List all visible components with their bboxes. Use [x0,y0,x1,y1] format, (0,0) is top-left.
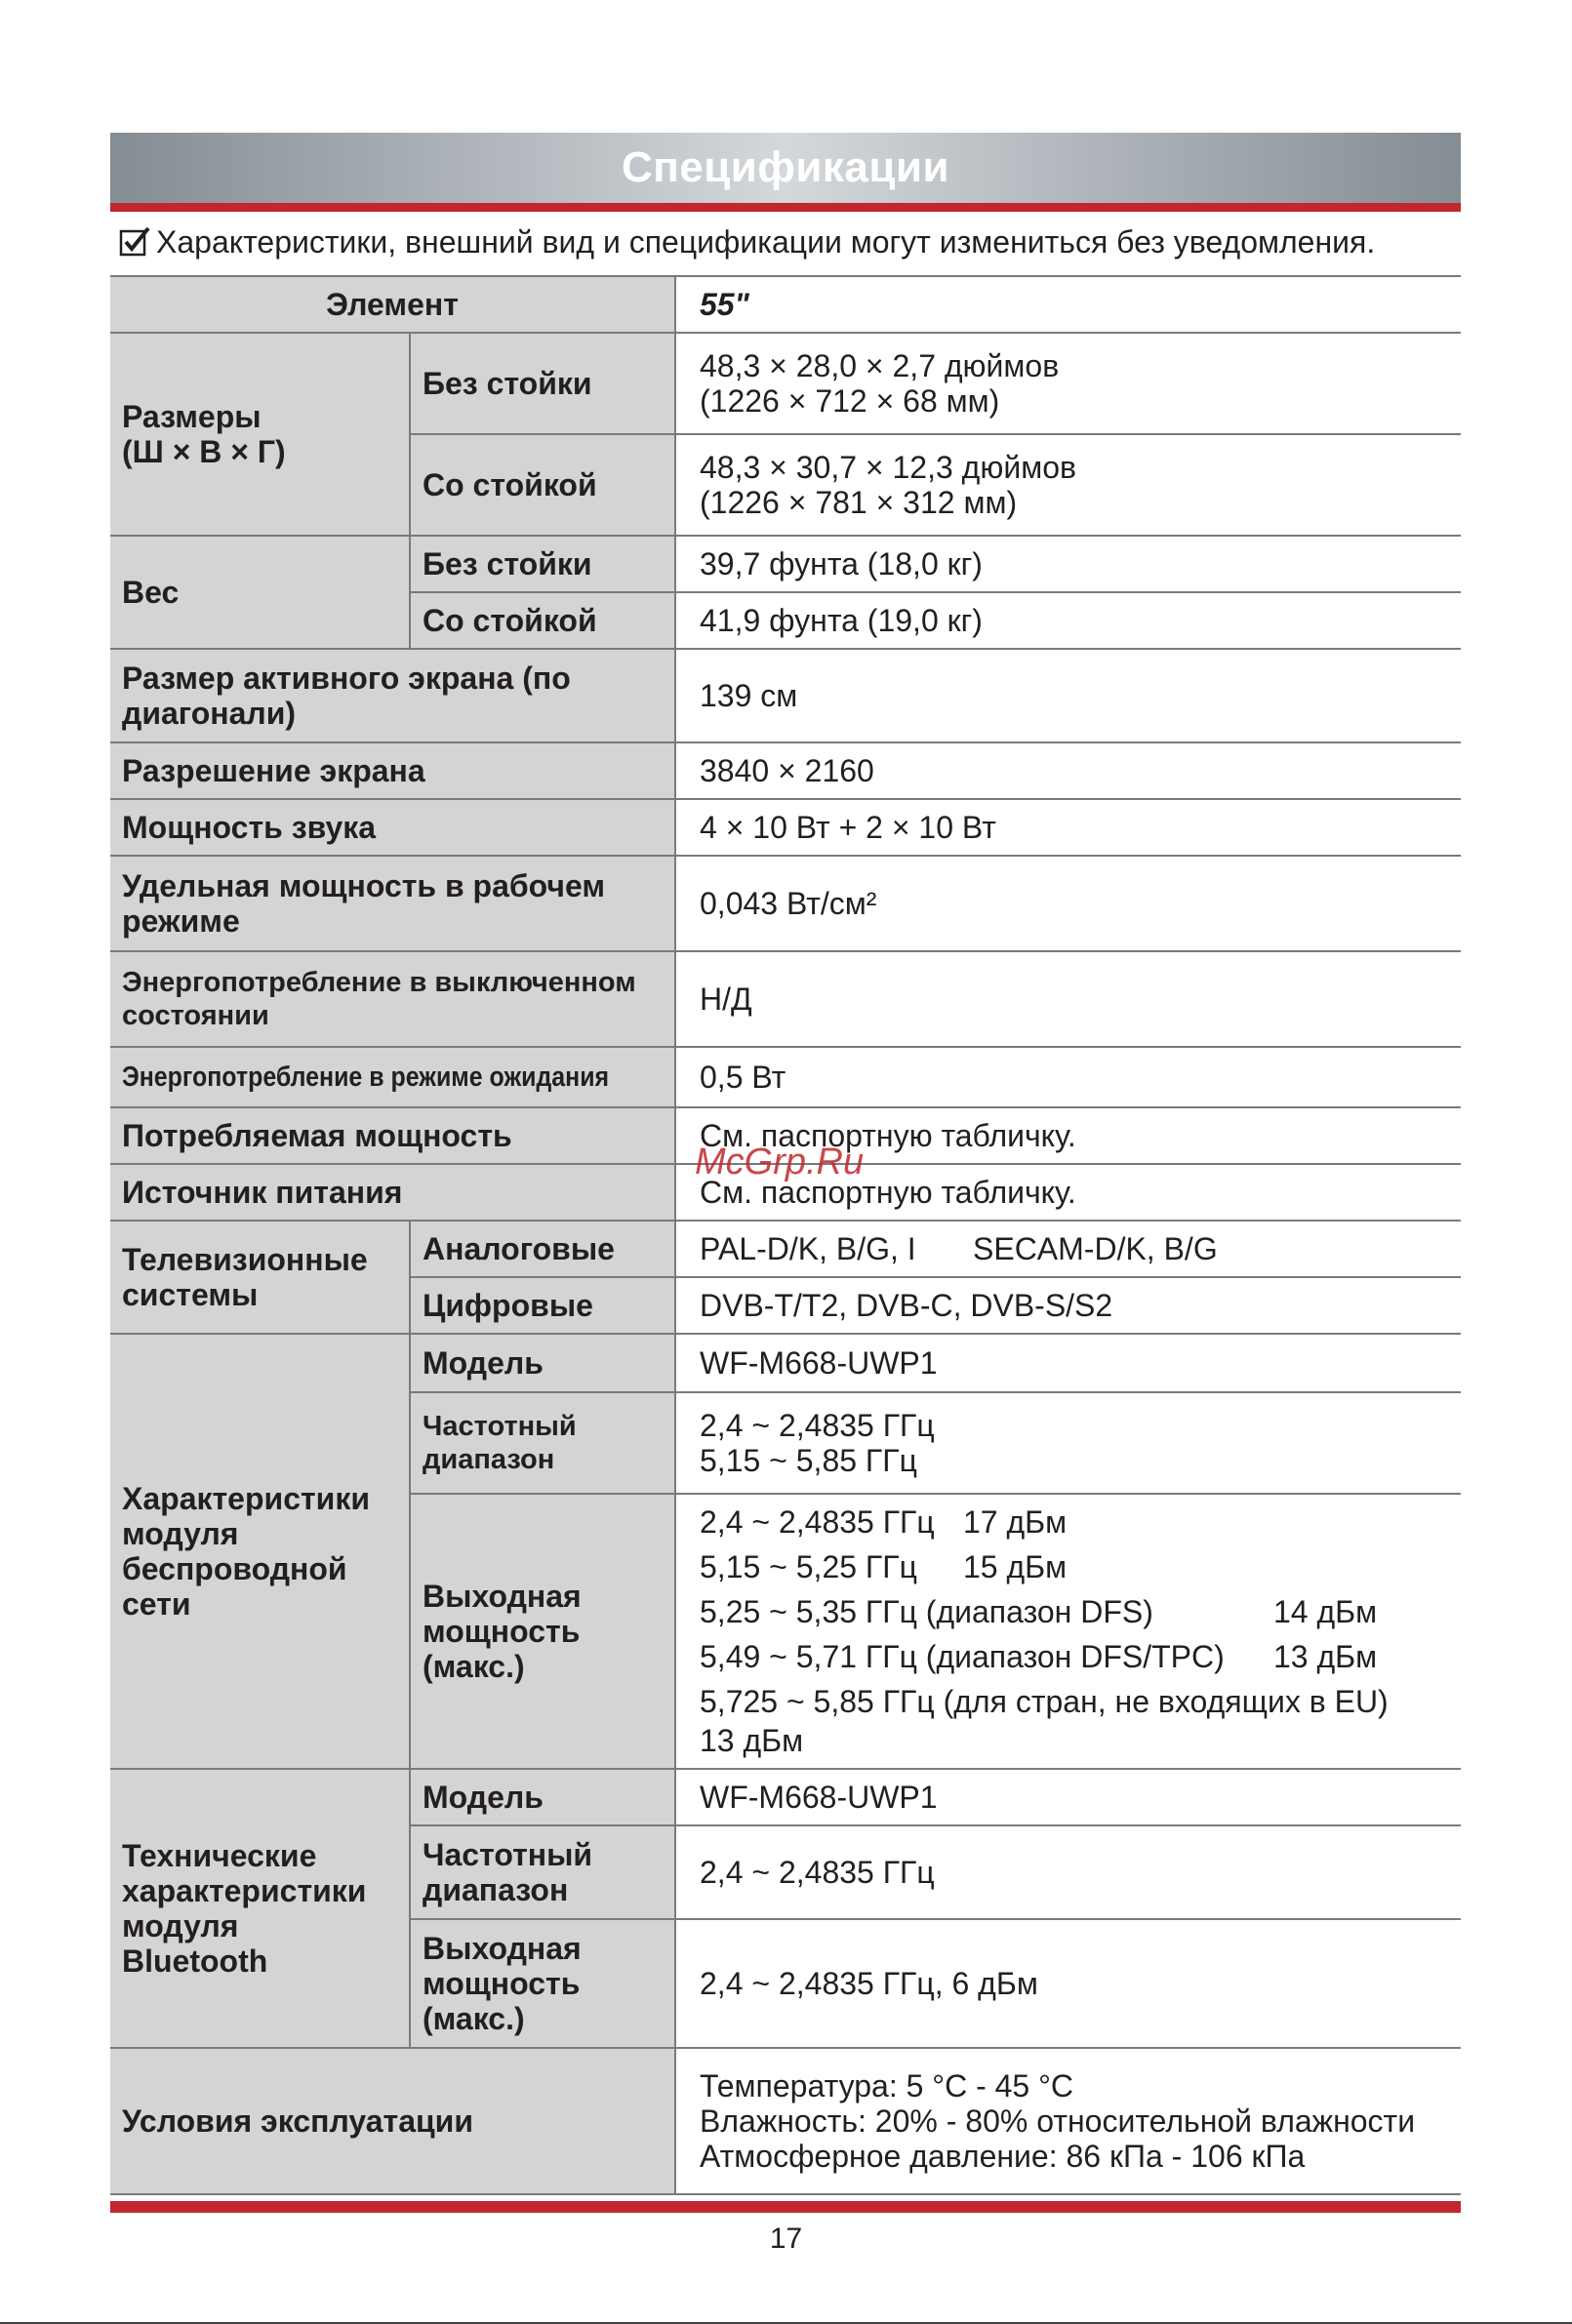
standby-power-label-text: Энергопотребление в режиме ожидания [122,1062,610,1093]
power-source-label: Источник питания [110,1164,675,1221]
bluetooth-label-line3: модуля [122,1908,239,1943]
tv-digital-label: Цифровые [410,1277,675,1334]
tv-analog-value [675,1221,1461,1277]
dimensions-label [110,333,410,536]
page-title: Спецификации [621,143,950,191]
wireless-output-line [700,1500,1449,1544]
wireless-output-label-line1: Выходная [423,1579,582,1614]
wireless-freq-label-line1: Частотный [423,1411,577,1442]
specific-power-value: 0,043 Вт/см² [675,856,1461,951]
footer-divider [110,2201,1461,2213]
operating-conditions-value [675,2048,1461,2194]
wireless-output-power: 14 дБм [1273,1594,1378,1629]
bluetooth-model-label: Модель [410,1769,675,1825]
bluetooth-output-label-line2: мощность [423,1966,581,2001]
table-row [110,742,1461,799]
tv-systems-label-line2: системы [122,1277,259,1312]
bluetooth-output-value: 2,4 ~ 2,4835 ГГц, 6 дБм [675,1919,1461,2048]
table-row [110,2048,1461,2194]
tv-digital-value: DVB-T/T2, DVB-C, DVB-S/S2 [675,1277,1461,1334]
checkbox-note-icon [119,225,152,259]
dimensions-without-stand-line2: (1226 × 712 × 68 мм) [700,383,1000,419]
operating-conditions-label: Условия эксплуатации [110,2048,675,2194]
table-row [110,951,1461,1047]
dimensions-without-stand-label: Без стойки [410,333,675,434]
dimensions-with-stand-line1: 48,3 × 30,7 × 12,3 дюймов [700,450,1077,485]
title-divider [110,203,1461,212]
table-header-row [110,276,1461,333]
resolution-value: 3840 × 2160 [675,742,1461,799]
weight-label: Вес [110,536,410,649]
power-source-value: См. паспортную табличку. [675,1164,1461,1221]
page-number: 17 [769,2223,803,2255]
wireless-output-label-line2: мощность [423,1614,581,1649]
bluetooth-freq-value: 2,4 ~ 2,4835 ГГц [675,1825,1461,1919]
wireless-label-line4: сети [122,1586,191,1622]
consumption-label: Потребляемая мощность [110,1107,675,1164]
weight-without-stand-label: Без стойки [410,536,675,592]
wireless-output-range: 5,15 ~ 5,25 ГГц [700,1549,917,1584]
dimensions-with-stand-line2: (1226 × 781 × 312 мм) [700,485,1018,520]
off-power-label: Энергопотребление в выключенном состоянии [110,951,675,1047]
wireless-output-line [700,1589,1449,1634]
operating-humidity: Влажность: 20% - 80% относительной влажности [700,2104,1416,2139]
wireless-output-last-line2: 13 дБм [700,1723,804,1758]
table-row [110,649,1461,742]
header-model-size: 55" [675,276,1461,333]
bluetooth-freq-label [410,1825,675,1919]
wireless-output-power: 17 дБм [963,1504,1068,1540]
wireless-output-line [700,1634,1449,1679]
wireless-output-last-line1: 5,725 ~ 5,85 ГГц (для стран, не входящих в EU) [700,1684,1389,1719]
wireless-output-range: 5,49 ~ 5,71 ГГц (диапазон DFS/TPC) [700,1639,1225,1674]
wireless-output-range: 5,25 ~ 5,35 ГГц (диапазон DFS) [700,1594,1153,1629]
operating-pressure: Атмосферное давление: 86 кПа - 106 кПа [700,2139,1306,2174]
wireless-label-line2: модуля [122,1516,239,1551]
consumption-value: См. паспортную табличку. [675,1107,1461,1164]
wireless-freq-label [410,1392,675,1494]
tv-systems-label-line1: Телевизионные [122,1242,368,1277]
wireless-label-line3: беспроводной [122,1551,347,1586]
bluetooth-model-value: WF-M668-UWP1 [675,1769,1461,1825]
weight-with-stand-label: Со стойкой [410,592,675,649]
wireless-label [110,1334,410,1769]
off-power-value: Н/Д [675,951,1461,1047]
wireless-freq-line2: 5,15 ~ 5,85 ГГц [700,1443,917,1478]
wireless-model-label: Модель [410,1334,675,1392]
wireless-output-label-line3: (макс.) [423,1649,525,1684]
active-screen-value: 139 см [675,649,1461,742]
table-row [110,333,1461,434]
table-row [110,1769,1461,1825]
standby-power-label [110,1047,675,1107]
watermark-text: McGrp.Ru [695,1142,865,1182]
tv-analog-value-secam: SECAM-D/K, B/G [973,1231,1218,1266]
bluetooth-label [110,1769,410,2048]
table-row [110,536,1461,592]
bluetooth-output-label-line1: Выходная [423,1931,582,1966]
wireless-label-line1: Характеристики [122,1481,371,1516]
bluetooth-label-line1: Технические [122,1838,317,1873]
bluetooth-label-line4: Bluetooth [122,1943,268,1979]
wireless-output-range: 2,4 ~ 2,4835 ГГц [700,1504,935,1540]
page-title-banner [110,133,1461,203]
table-row [110,799,1461,856]
tv-analog-label: Аналоговые [410,1221,675,1277]
standby-power-value: 0,5 Вт [675,1047,1461,1107]
spec-table [110,275,1461,2195]
sound-power-label: Мощность звука [110,799,675,856]
dimensions-without-stand-value [675,333,1461,434]
table-row [110,856,1461,951]
specific-power-label: Удельная мощность в рабочем режиме [110,856,675,951]
operating-temperature: Температура: 5 °C - 45 °C [700,2068,1074,2104]
weight-without-stand-value: 39,7 фунта (18,0 кг) [675,536,1461,592]
dimensions-label-line2: (Ш × В × Г) [122,434,286,469]
bluetooth-label-line2: характеристики [122,1873,367,1908]
header-element-label: Элемент [110,276,675,333]
resolution-label: Разрешение экрана [110,742,675,799]
bluetooth-freq-label-line2: диапазон [423,1872,569,1907]
dimensions-with-stand-value [675,434,1461,536]
wireless-output-label [410,1494,675,1769]
wireless-freq-line1: 2,4 ~ 2,4835 ГГц [700,1408,935,1443]
wireless-output-power: 15 дБм [963,1549,1068,1584]
notice [119,222,1466,261]
tv-analog-value-pal: PAL-D/K, B/G, I [700,1231,916,1266]
bluetooth-output-label-line3: (макс.) [423,2001,525,2036]
wireless-output-power: 13 дБм [1273,1639,1378,1674]
table-row [110,1334,1461,1392]
tv-systems-label [110,1221,410,1334]
dimensions-without-stand-line1: 48,3 × 28,0 × 2,7 дюймов [700,348,1060,383]
wireless-output-line [700,1544,1449,1589]
table-row [110,1047,1461,1107]
dimensions-with-stand-label: Со стойкой [410,434,675,536]
wireless-freq-label-line2: диапазон [423,1444,555,1475]
bluetooth-freq-label-line1: Частотный [423,1837,593,1872]
notice-text: Характеристики, внешний вид и спецификации могут измениться без уведомления. [156,223,1376,260]
sound-power-value: 4 × 10 Вт + 2 × 10 Вт [675,799,1461,856]
dimensions-label-line1: Размеры [122,399,262,434]
table-row [110,1221,1461,1277]
bluetooth-output-label [410,1919,675,2048]
weight-with-stand-value: 41,9 фунта (19,0 кг) [675,592,1461,649]
wireless-model-value: WF-M668-UWP1 [675,1334,1461,1392]
wireless-output-value [675,1494,1461,1769]
active-screen-label: Размер активного экрана (по диагонали) [110,649,675,742]
wireless-freq-value [675,1392,1461,1494]
